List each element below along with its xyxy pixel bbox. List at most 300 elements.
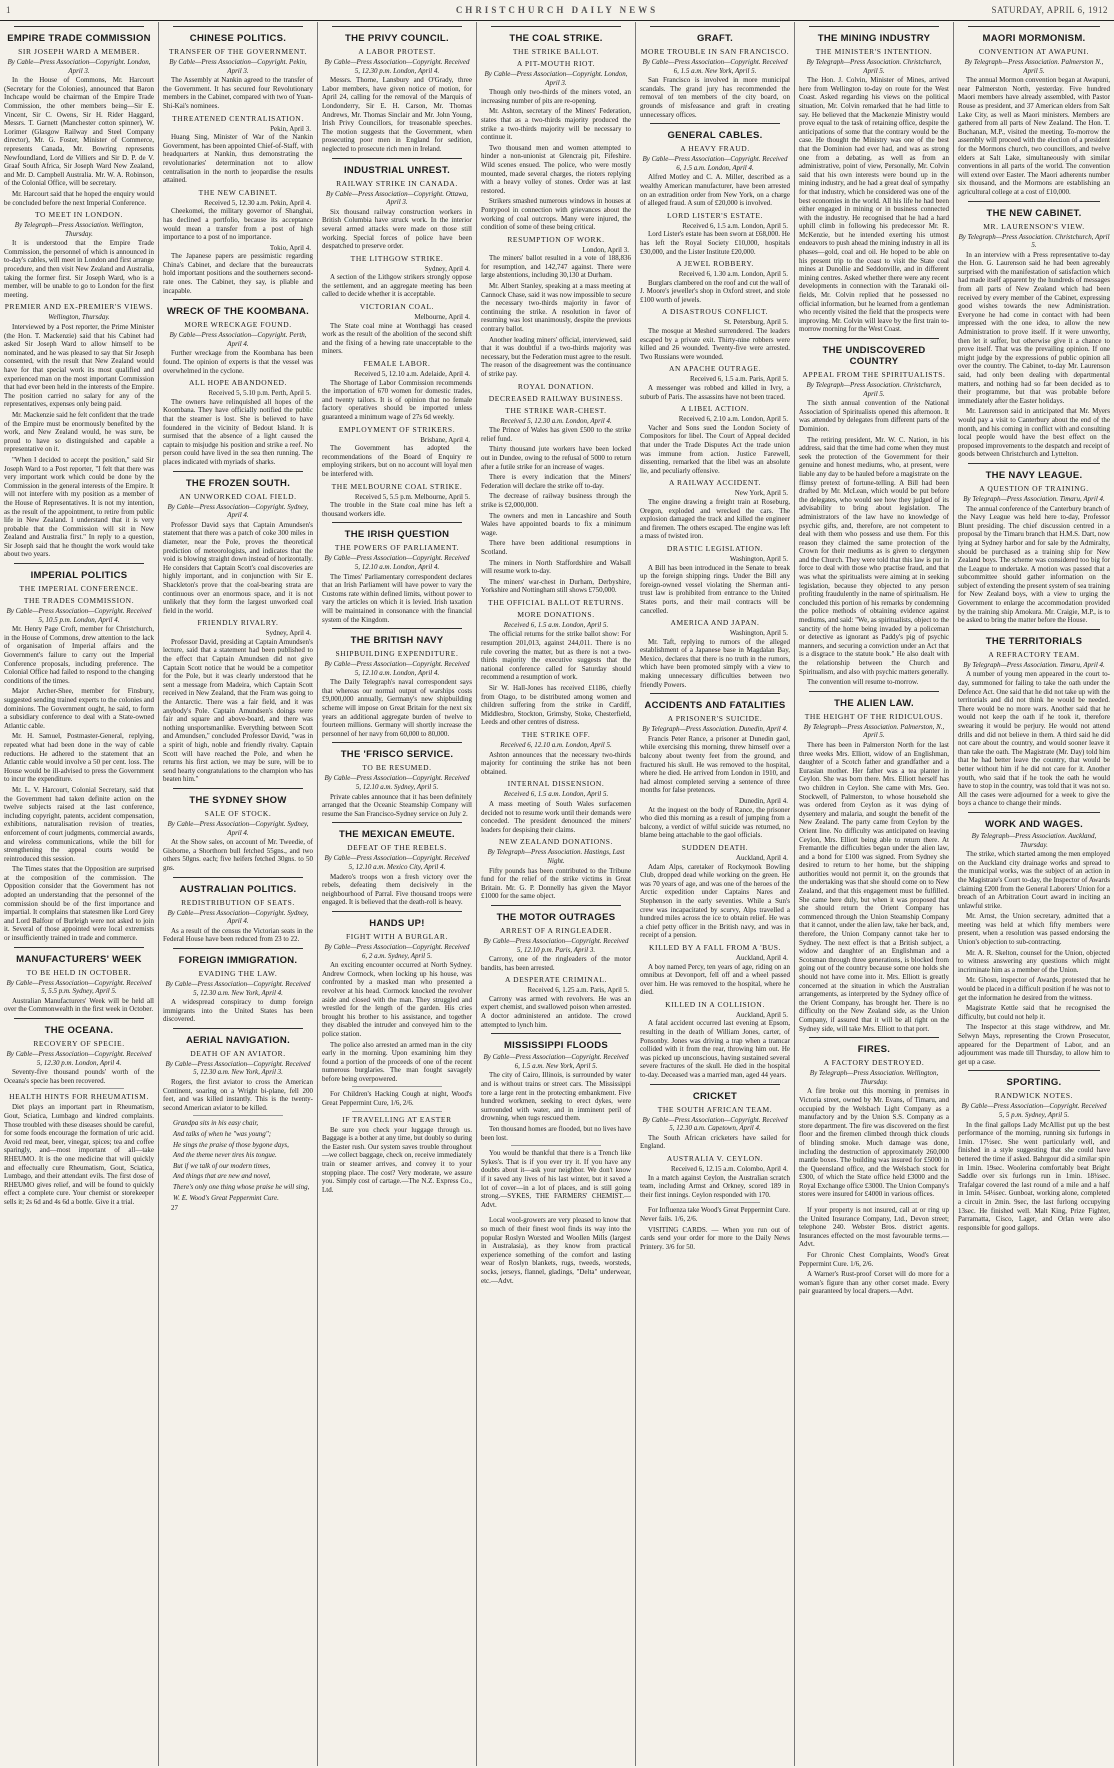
article-paragraph: Burglars clambered on the roof and cut the wall of J. Moore's jeweller's shop in Oxford street, and stole £100 worth of jewels.	[640, 278, 790, 304]
dateline: Pekin, April 3.	[270, 124, 311, 133]
divider	[809, 1037, 939, 1038]
article-paragraph: Francis Peter Rance, a prisoner at Dunedin gaol, while exercising this morning, threw himself over a balcony about twenty feet from the ground, and fractured his skull. He was removed to the hospital, where he died. He arrived from London in 1910, and had almost completed serving a sentence of three months for false pretences.	[640, 734, 790, 795]
article-headline: THE UNDISCOVERED COUNTRY	[822, 345, 926, 367]
article-paragraph: The mosque at Meshed surrendered. The leaders escaped by a private exit. Thirty-nine robbers were killed and 26 wounded. Twenty-five were arrested. Two Russians were wounded.	[640, 327, 790, 361]
article-subheading: THE TRADES COMMISSION.	[23, 596, 135, 606]
article-paragraph: Mr. Ashton, secretary of the Miners' Federation, states that as a two-thirds majority produced the strike a two-thirds majority will be necessary to continue it.	[481, 107, 631, 142]
article-subheading: AMERICA AND JAPAN.	[670, 618, 760, 628]
divider	[14, 1018, 144, 1019]
article-subheading: A FACTORY DESTROYED.	[823, 1058, 925, 1068]
dateline: By Cable—Press Association—Copyright. Received 5, 12.10 a.m. Sydney, April 5.	[324, 774, 470, 792]
dateline: By Telegraph—Press Association. Timaru, April 4.	[963, 494, 1105, 503]
article-paragraph: Another leading miners' official, interviewed, said that it was doubtful if a two-thirds majority was necessary, but the Federation must agree to the result. The reason of the disagreement was the continuance of strike pay.	[481, 335, 631, 378]
article-subheading: EVADING THE LAW.	[198, 968, 278, 978]
article-paragraph: The Times states that the Opposition are surprised at the composition of the commission. The Opposition consider that the Government has not adopted an understanding that the personnel of the commission should be of the first importance and impartial. It complains that statesmen like Lord Grey and Lord Balfour of Burleigh were not asked to join it. Several of those appointed were local extremists or insufficiently trained in trade and commerce.	[4, 865, 154, 943]
article-subheading: FRIENDLY RIVALRY.	[197, 618, 279, 628]
advertisement-text: VISITING CARDS. — When you run out of cards send your order for more to the Daily News Printery. 3/6 for 50.	[640, 1225, 790, 1251]
article-headline: THE PRIVY COUNCIL.	[345, 33, 449, 44]
article-headline: MANUFACTURERS' WEEK	[16, 953, 142, 965]
article-subheading: A JEWEL ROBBERY.	[676, 259, 754, 269]
article-paragraph: Carrony was armed with revolvers. He was an expert chemist, and swallowed poison when arrested. A doctor administered an antidote. The crowd attempted to lynch him.	[481, 994, 631, 1029]
dateline: By Cable—Press Association—Copyright. Received 5, 5.5 p.m. Sydney, April 5.	[6, 978, 152, 996]
dateline: Auckland, April 4.	[735, 853, 788, 862]
advertisement-verse: W. E. Wood's Great Peppermint Cure.	[173, 1193, 279, 1202]
dateline: By Cable—Press Association—Copyright. Sydney, April 4.	[167, 819, 309, 837]
article-headline: GENERAL CABLES.	[667, 130, 763, 142]
divider	[173, 1028, 303, 1029]
article-subheading: THE STRIKE BALLOT.	[512, 47, 600, 56]
article-paragraph: Alfred Motley and C. A. Miller, described as a wealthy American manufacturer, have been arrested on an extradition order from New York, on a charge of alleged fraud. A sum of £20,000 is involved.	[640, 173, 790, 208]
divider	[352, 1086, 442, 1087]
divider	[173, 26, 303, 27]
article-paragraph: Mr. Albert Stanley, speaking at a mass meeting at Cannock Chase, said it was now impossible to secure the necessary two-thirds majority in favor of continuing the strike. A resolution in favor of resuming was lost unanimously, despite the previous contrary ballot.	[481, 282, 631, 334]
column-7	[954, 22, 1114, 1766]
article-subheading: SIR JOSEPH WARD A MEMBER.	[18, 47, 140, 56]
divider	[332, 158, 462, 159]
article-paragraph: Adam Alps, caretaker of Rockymook Bowling Club, dropped dead while working on the green. He was 70 years of age, and was one of the heroes of the Arctic expedition under Captains Nares and Stephenson in the early seventies. While a Sun's crew was incapacitated by scurvy, Alps travelled a hundred miles across the ice to obtain relief. He was a chief petty officer in the British navy, and was in receipt of a pension.	[640, 862, 790, 940]
dateline: Sydney, April 4.	[424, 264, 470, 273]
article-subheading: THE SOUTH AFRICAN TEAM.	[657, 1104, 773, 1114]
article-headline: THE NEW CABINET.	[986, 207, 1082, 219]
article-paragraph: At the inquest on the body of Rance, the prisoner who died this morning as a result of jumping from a balcony, a verdict of wilful suicide was returned, no blame being attachable to the gaol officials.	[640, 805, 790, 840]
article-paragraph: Magistrate Kettle said that he recognised the difficulty, but could not help it.	[958, 1004, 1110, 1021]
article-paragraph: A section of the Lithgow strikers strongly oppose the settlement, and an aggregate meeting has been called to decide whether it is acceptable.	[322, 273, 472, 299]
article-paragraph: Mr. L. V. Harcourt, Colonial Secretary, said that the Government had taken definite action on the twelve subjects raised at the last conference, including copyright, patents, accident compensation, exhibitions, naturalisation revision of treaties, enforcement of court judgments, commercial awards, and wireless communications, while the bill for strengthening the appeal courts would be reintroduced this session.	[4, 785, 154, 863]
article-paragraph: Major Archer-Shee, member for Finsbury, suggested sending trained experts to the colonies and dominions. The Government ought, he said, to form a subsidiary conference to deal with a State-owned Atlantic cable.	[4, 687, 154, 730]
article-subheading: A HEAVY FRAUD.	[680, 144, 750, 154]
article-headline: INDUSTRIAL UNREST.	[343, 164, 451, 176]
dateline: By Cable—Press Association—Copyright. Received 5, 5 p.m. Sydney, April 5.	[961, 1102, 1107, 1119]
article-headline: THE MEXICAN EMEUTE.	[338, 829, 455, 841]
article-paragraph: There is every indication that the Miners' Federation will declare the strike off to-day.	[481, 473, 631, 490]
advertisement-text: Be sure you check your luggage through us. Baggage is a bother at any time, but doubly so during the Easter rush. Our system saves trouble throughout—we collect baggage, check on, receive immediately train or steamer arrives, and convey it to your stopping place. The cost? Very moderate, we assure you. Simply cost of cartage.—The N.Z. Express Co., Ltd.	[322, 1125, 472, 1194]
article-subheading: THE IMPERIAL CONFERENCE.	[19, 584, 139, 594]
advertisement-verse: He sings the praise of those bygone days,	[173, 1140, 289, 1149]
dateline: New York, April 5.	[734, 489, 788, 498]
divider	[968, 629, 1100, 630]
dateline: By Cable—Press Association—Copyright. Received 5, 12.10 a.m. Mexico City, April 4.	[324, 854, 470, 871]
column-3	[318, 22, 477, 1766]
article-paragraph: Thirty thousand jute workers have been locked out in Dundee, owing to the refusal of 5000 to return after a futile strike for an increase of wages.	[481, 445, 631, 471]
article-paragraph: A fatal accident occurred last evening at Epsom, resulting in the death of William Jones, carter, of Ponsonby. Jones was driving a trap when a tramcar collided with it from the rear, throwing him out. He was picked up unconscious, having sustained several severe fractures of the skull. He died in the hospital to-day. Deceased was a married man, aged 44 years.	[640, 1019, 790, 1080]
article-paragraph: Mr. Ghosn, inspector of Awards, protested that he would be placed in a difficult position if he was not to get the information he desired from the witness.	[958, 976, 1110, 1002]
article-paragraph: As a result of the census the Victorian seats in the Federal House have been reduced from 23 to 22.	[163, 926, 313, 944]
article-subheading: THE LITHGOW STRIKE.	[350, 253, 444, 263]
article-paragraph: The owners have relinquished all hopes of the Koombana. They have officially notified the public that the steamer is lost. She is believed to have foundered in the vicinity of Bedout Island. It is surmised that the absence of a light caused the captain to misjudge his position and strike a reef. No person could have lived in the sea then running. The places indicated with myriads of sharks.	[163, 397, 313, 466]
article-headline: THE MINING INDUSTRY	[817, 33, 931, 44]
dateline: By Cable—Press Association—Copyright. Received 5, 12.30 a.m. New York, April 4.	[165, 979, 311, 997]
dateline: By Telegraph—Press Association. Palmerston N., April 5.	[964, 58, 1104, 75]
columns	[0, 22, 1114, 1768]
dateline: Received 5, 12.30 a.m. Pekin, April 4.	[204, 198, 311, 207]
divider	[173, 948, 303, 949]
column-4	[477, 22, 636, 1766]
divider	[491, 1033, 621, 1034]
dateline: By Telegraph—Press Association. Christchurch, April 5.	[806, 381, 942, 398]
dateline: By Cable—Press Association—Copyright. Received 5, 12.10 a.m. London, April 4.	[324, 660, 470, 677]
article-headline: THE 'FRISCO SERVICE.	[340, 749, 454, 761]
article-subheading: NEW ZEALAND DONATIONS.	[498, 837, 614, 847]
article-subheading: A RAILWAY ACCIDENT.	[668, 478, 762, 488]
dateline: By Cable—Press Association—Copyright. Pekin, April 3.	[169, 58, 307, 75]
article-subheading: LORD LISTER'S ESTATE.	[666, 210, 764, 220]
article-headline: FIRES.	[857, 1044, 891, 1056]
divider	[332, 26, 462, 27]
advertisement-heading: HEALTH HINTS FOR RHEUMATISM.	[9, 1092, 149, 1102]
article-headline: THE ALIEN LAW.	[834, 697, 914, 709]
advertisement-verse: But if we talk of our modern times,	[173, 1161, 271, 1170]
divider	[173, 877, 303, 878]
divider	[332, 628, 462, 629]
article-paragraph: An exciting encounter occurred at North Sydney. Andrew Cormock, when locking up his house, was confronted by a masked man who presented a revolver at his head. Cormock knocked the revolver aside and closed with the man. They struggled and wrestled for the length of the garden. His cries brought his brother to his assistance, and together they disabled the intruder and conveyed him to the police station.	[322, 961, 472, 1038]
article-paragraph: The trouble in the State coal mine has left a thousand workers idle.	[322, 501, 472, 518]
article-subheading: TO BE RESUMED.	[362, 763, 432, 773]
article-paragraph: Lord Lister's estate has been sworn at £68,000. He has left the Royal Society £10,000, hospitals £30,000, and the Lister Institute £20,000.	[640, 230, 790, 256]
dateline: Washington, April 5.	[729, 554, 788, 563]
divider	[809, 691, 939, 692]
article-subheading: KILLED BY A FALL FROM A 'BUS.	[648, 942, 782, 952]
article-paragraph: The sixth annual convention of the National Association of Spiritualists opened this afternoon. It was attended by delegates from different parts of the Dominion.	[799, 399, 949, 433]
article-headline: AUSTRALIAN POLITICS.	[179, 883, 297, 895]
article-paragraph: "When I decided to accept the position," said Sir Joseph Ward to a Post reporter, "I felt that there was very important work which could be done by the Commission in the general interests of the Empire. It will not interfere with my position as a member of the House of Representatives. It is not my intention, as the result of the appointment, to retire from public life in New Zealand. I understand that it is very probable that the Commission will sit in New Zealand and Australia first." In reply to a question, Sir Joseph said that he thought the work would take about two years.	[4, 455, 154, 559]
article-headline: THE TERRITORIALS	[985, 635, 1083, 647]
issue-date: SATURDAY, APRIL 6, 1912	[991, 5, 1108, 15]
dateline: By Cable—Press Association—Copyright. Received 6, 1.5 a.m. New York, April 5.	[483, 1053, 629, 1070]
divider	[968, 1070, 1100, 1071]
dateline: Received 5, 12.10 a.m. Adelaide, April 4.	[354, 370, 470, 379]
dateline: Melbourne, April 4.	[414, 313, 470, 322]
article-paragraph: Interviewed by a Post reporter, the Prime Minister (the Hon. T. Mackenzie) said that his Cabinet had asked Sir Joseph Ward to allow himself to be nominated, and he was pleased to say that Sir Joseph consented, with the result that New Zealand would have for that special work its most qualified and experienced man on the most important Commission that had ever been held in the interests of the Empire. The position carried no salary for any of the representatives, expenses only being paid.	[4, 323, 154, 409]
advertisement-verse: There's only one thing whose praise he will sing,	[173, 1183, 310, 1191]
masthead	[0, 0, 1114, 21]
column-1	[0, 22, 159, 1766]
article-subheading: ROYAL DONATION.	[517, 381, 595, 391]
article-paragraph: The Assembly at Nankin agreed to the transfer of the Government. It has secured four Revolutionary members in the Cabinet, compared with two of Yuan-Shi-Kai's nominees.	[163, 76, 314, 110]
article-paragraph: Professor David, presiding at Captain Amundsen's lecture, said that a statement had been published to the effect that Captain Amundsen did not give Captain Scott notice that he would be a competitor for the Pole, but it was clearly understood that he sent a message from Madeira, which Captain Scott received in New Zealand, that the Fram was going to the Antarctic. There was a fair field, and it was anybody's Pole. Captain Amundsen's doings were fair and square and above-board, and there was nothing unsportsmanlike. Everything between Scott and Amundsen," concluded Professor David, "was in a spirit of high, noble and friendly rivalry. Captain Scott will have reached the Pole, and when he returns his first action, we may be sure, will be to send hearty congratulations to the champion who has beaten him."	[163, 637, 313, 784]
article-paragraph: At the Show sales, on account of Mr. Tweedie, of Gisborne, a Shorthorn bull fetched 55gns., and two others 50gns. each; five heifers fetched 30gns. to 50 gns.	[163, 838, 313, 872]
divider	[332, 742, 462, 743]
article-subheading: MORE TROUBLE IN SAN FRANCISCO.	[640, 47, 790, 56]
divider	[511, 1145, 601, 1146]
dateline: By Cable—Press Association—Copyright. Received 5, 12.30 a.m. New York, April 3.	[165, 1059, 311, 1077]
article-paragraph: The decrease of railway business through the strike is £2,000,000.	[481, 492, 631, 509]
article-subheading: MORE WRECKAGE FOUND.	[184, 320, 292, 330]
divider	[511, 1212, 601, 1213]
article-subheading: A PRISONER'S SUICIDE.	[667, 714, 763, 724]
advertisement-text: A Warner's Rust-proof Corset will do more for a woman's figure than any other corset made. Every pair guaranteed by local drapers.—Advt.	[799, 1270, 949, 1296]
article-paragraph: Mr. H. Samuel, Postmaster-General, replying, repeated what had been done in the way of cable reductions. He adhered to the statement that an Atlantic cable would involve a 50 per cent. loss. The House would be ill-advised to press the Government to incur the expenditure.	[4, 732, 154, 784]
article-paragraph: Mr. Arnst, the Union secretary, admitted that a meeting was held at which fifty members were present, when a resolution was passed endorsing the Union's objection to sub-contracting.	[958, 912, 1110, 947]
article-paragraph: The Daily Telegraph's naval correspondent says that whereas our normal output of warships costs £9,000,000 annually, Germany's new shipbuilding scheme will impose on Great Britain for the next six years an additional aggregate burden of twelve to fourteen millions. Germany will shortly increase the personnel of her navy from 60,000 to 80,000.	[322, 678, 472, 738]
advertisement-text: For Influenza take Wood's Great Peppermint Cure. Never fails. 1/6, 2/6.	[640, 1206, 790, 1223]
newspaper-title: CHRISTCHURCH DAILY NEWS	[455, 5, 659, 15]
article-subheading: INTERNAL DISSENSION.	[507, 779, 605, 789]
dateline: By Telegraph—Press Association. Dunedin, April 4.	[642, 725, 788, 734]
article-subheading: THE HEIGHT OF THE RIDICULOUS.	[804, 711, 944, 721]
article-paragraph: Strikers smashed numerous windows in houses at Pontypool in connection with grievances about the working of coal outcrops. Many were injured, the condition of some of these being critical.	[481, 197, 631, 232]
article-subheading: KILLED IN A COLLISION.	[665, 999, 765, 1009]
advertisement-verse: And things that are new and novel,	[173, 1172, 271, 1181]
advertisement-text: Diet plays an important part in Rheumatism, Gout, Sciatica, Lumbago and kindred complaints. Those troubled with these diseases should be careful, for some foods encourage the formation of uric acid. Avoid red meat, beer, vinegar, spices; tea and coffee sparingly, and—most important of all—take RHEUMO. It is the one medicine that will quickly and effectually cure Rheumatism, Gout, Sciatica, Lumbago, and their attendant evils. The first dose of RHEUMO gives relief, and will be found to quickly effect a complete cure. Your chemist or storekeeper sells it; 2s 6d and 4s 6d a bottle. Give it a trial.	[4, 1103, 154, 1206]
article-subheading: THE NEW CABINET.	[198, 187, 278, 197]
article-paragraph: Carrony, one of the ringleaders of the motor bandits, has been arrested.	[481, 955, 631, 972]
article-subheading: TO MEET IN LONDON.	[34, 210, 123, 220]
article-paragraph: Rogers, the first aviator to cross the American Continent, soaring on a Wright bi-plane, fell 200 feet, and was killed instantly. This is the twenty-second American aviator to be killed.	[163, 1078, 313, 1112]
page-number: 1	[6, 5, 11, 15]
article-paragraph: Though only two-thirds of the miners voted, an increasing number of pits are re-opening.	[481, 88, 631, 105]
article-subheading: SALE OF STOCK.	[204, 808, 272, 818]
dateline: By Telegraph—Press Association. Timaru, April 4.	[963, 660, 1105, 669]
article-headline: AERIAL NAVIGATION.	[185, 1034, 291, 1046]
dateline: Received 6, 1.30 a.m. London, April 5.	[678, 270, 788, 279]
article-subheading: A REFRACTORY TEAM.	[988, 649, 1080, 659]
article-subheading: MORE DONATIONS.	[517, 609, 595, 619]
article-paragraph: The Japanese papers are pessimistic regarding China's Cabinet, and declare that the bureaucrats hold important positions and the southerners second-rate ones. The Cabinet, they say, is pliable and incapable.	[163, 252, 313, 295]
dateline: By Cable—Press Association—Copyright. Received 5, 12.30 p.m. London, April 4.	[324, 58, 470, 75]
advertisement-text: Local wool-growers are very pleased to know that so much of their finest wool finds its way into the popular Roslyn Worsted and Woollen Mills (largest in Australasia), as they know from practical experience something of the comfort and lasting wear of Roslyn blankets, rugs, tweeds, worsteds, socks, jerseys, flannel, gladings, "Delta" underwear, etc.—Advt.	[481, 1216, 631, 1285]
article-subheading: THE OFFICIAL BALLOT RETURNS.	[488, 597, 624, 607]
article-subheading: THE MINISTER'S INTENTION.	[815, 47, 933, 56]
article-headline: FOREIGN IMMIGRATION.	[178, 954, 298, 966]
dateline: Received 6, 1.25 a.m. Paris, April 5.	[527, 986, 629, 995]
article-subheading: VICTORIAN COAL.	[359, 302, 435, 312]
advertisement-verse: Grandpa sits in his easy chair,	[173, 1119, 259, 1128]
dateline: Washington, April 5.	[729, 629, 788, 638]
article-paragraph: A widespread conspiracy to dump foreign immigrants into the United States has been discovered.	[163, 998, 313, 1024]
dateline: By Telegraph—Press Association. Palmerston, N., April 5.	[803, 722, 945, 740]
dateline: By Telegraph—Press Association. Hastings, Last Night.	[487, 848, 625, 865]
article-subheading: REDISTRIBUTION OF SEATS.	[181, 897, 295, 907]
divider	[34, 1088, 124, 1089]
column-6	[795, 22, 954, 1766]
article-headline: THE BRITISH NAVY	[350, 635, 444, 647]
article-headline: THE COAL STRIKE.	[509, 33, 603, 44]
dateline: Received 6, 1.5 a.m. Paris, April 5.	[690, 375, 788, 384]
divider	[650, 26, 780, 27]
article-paragraph: In the final gallops Lady McAllist put up the best performance of the morning, running six furlongs in 1min. 17½sec. She went particularly well, and finished in a style suggesting that she could have bettered the time if asked. Bahrgour did a similar spin in 1min. 19sec. Woolerina comfortably beat Bright Saddle over six furlongs run in 1min. 18¾sec. Trafalgar covered the last round of a mile and a half in 1min. 54¼sec. Gunboat, working alone, completed a circuit in 2min. 9sec, the last furlong occupying 13sec. He finished well. Malt King, Prize Fighter, Parramatta, Cisco, Lager, and Orlan were also responsible for good gallops.	[958, 1120, 1110, 1232]
article-paragraph: The official returns for the strike ballot show: For resumption 201,013, against 244,011. There is no rule covering the matter, but as there is not a two-thirds majority the executive suggests that the national conference called for Saturday should recommend a resumption of work.	[481, 630, 631, 682]
dateline: By Cable—Press Association—Copyright. London, April 3.	[484, 70, 628, 87]
article-subheading: FEMALE LABOR.	[363, 359, 431, 369]
article-paragraph: There has been in Palmerston North for the last three weeks Mrs. Elliott, widow of an Englishman, daughter of a Scotch father and grandfather and a Eurasian mother. Her father was a tea planter in Ceylon. She was born there. Mrs. Elliott herself has two children in Ceylon. She came with Mrs. Geo. Stockwell, of Palmerston, to whose household she was ordered from Ceylon as it was dying of dysentery and malaria, and sought the benefit of the New Zealand. The party came from Ceylon by the Orient line. No difficulty was anticipated on leaving Ceylon, Mrs. Elliott being able to return there. At Fremantle the difficulties began under the alien law, and a bond for £100 was signed. From Sydney she desired to return to her home, but the shipping authorities would not permit it, on the grounds that the undertaking was that she should come on to New Zealand, and that this engagement must be fulfilled. She came here duly, but when it was proposed that she should return the Orient Company has commenced through the Union Steamship Company that it cannot, under the alien law, take her back, and, therefore, the Union Company cannot take her to Sydney. The next effect is that a British subject, a widow and daughter of an Englishman and a Scotsman through three generations, is blocked from going out of the country because some one holds she should not have come into it. Mrs. Elliott is greatly concerned at the situation in which the Australian arrangements, as interpreted by the Sydney office of the Orient Company, has brought her. There is no difficulty on the New Zealand side, as the Union Company, if assured that it will be all right on the Sydney side, will take Mrs. Elliott to that port.	[799, 740, 949, 1033]
article-subheading: DECREASED RAILWAY BUSINESS.	[488, 393, 624, 403]
dateline: By Cable—Press Association—Copyright. Sydney, April 4.	[167, 908, 309, 926]
dateline: By Cable—Press Association—Copyright. London, April 3.	[7, 58, 151, 75]
article-subheading: EMPLOYMENT OF STRIKERS.	[338, 424, 456, 434]
divider	[14, 947, 144, 948]
article-paragraph: The Shortage of Labor Commission recommends the importation of 670 women for domestic trades, and twenty tailors. It is of opinion that no female factory operatives should be imported unless guaranteed a minimum wage of 27s 6d weekly.	[322, 378, 472, 421]
article-paragraph: In a match against Ceylon, the Australian scratch team, including Armst and Orkney, scored 189 in their first innings. Ceylon responded with 170.	[640, 1173, 790, 1199]
advertisement-text: For Children's Hacking Cough at night, Wood's Great Peppermint Cure, 1/6, 2/6.	[322, 1090, 472, 1108]
dateline: By Telegraph—Press Association. Wellington, Thursday.	[14, 221, 144, 238]
divider	[650, 693, 780, 694]
article-subheading: MR. LAURENSON'S VIEW.	[983, 221, 1085, 231]
article-paragraph: Six thousand railway construction workers in British Columbia have struck work. In the interior several armed attacks were made on those still working. Special forces of police have been despatched to preserve order.	[322, 207, 472, 251]
article-subheading: A DISASTROUS CONFLICT.	[661, 307, 769, 317]
article-paragraph: In an interview with a Press representative to-day the Hon. G. Laurenson said he had been agreeably surprised with the manifestation of satisfaction which had made itself apparent by the hundreds of messages from all parts of New Zealand which had been received by every member of the Cabinet, expressing good wishes towards the new Administration. Everyone he had come in contact with had been impressed with the one idea, to allow the new Administration to prove itself. If it were unworthy, then let it suffer, but otherwise give it a chance to prove itself. That was the prevailing opinion. If one might judge by the expressions of public opinion all over the country. The Cabinet, to-day Mr. Laurenson said, had only been dealing with departmental matters, and nothing had so far been decided as to their programme, but that was probable before immediately after the Easter holidays.	[958, 250, 1110, 405]
article-paragraph: Seventy-five thousand pounds' worth of the Oceana's specie has been recovered.	[4, 1068, 154, 1085]
divider	[650, 1084, 780, 1085]
article-subheading: ALL HOPE ABANDONED.	[189, 378, 287, 388]
dateline: By Cable—Press Association—Copyright. Received 5, 12.30 p.m. London, April 4.	[6, 1050, 152, 1067]
article-paragraph: Madero's troops won a fresh victory over the rebels, defeating them decisively in the neighbourhood of Parral. Five thousand troops were engaged. It is believed that the death-roll is heavy.	[322, 872, 472, 907]
article-headline: THE MOTOR OUTRAGES	[496, 911, 616, 923]
article-paragraph: In the House of Commons, Mr. Harcourt (Secretary for the Colonies), announced that Baron Inchcape would be chairman of the Empire Trade Commission, the other members being—Sir E. Vincent, Sir C. Owens, Sir H. Rider Haggard, Messrs. T. Garnett (Manchester cotton spinner), W. Lorimer (Glasgow Railway and Steel Company director), Mr. G. Foster, Minister of Commerce, represents Canada, Mr. Bowring represents Newfoundland, Lord de Villiers and Sir D. P. de V. Graaf South Africa, Sir Joseph Ward New Zealand, and Mr. D. Campbell Australia. Mr. W. A. Robinson, of the Colonial Office, will be secretary.	[4, 76, 154, 188]
dateline: By Cable—Press Association—Copyright. Sydney, April 4.	[167, 502, 309, 520]
article-subheading: THE POWERS OF PARLIAMENT.	[334, 543, 460, 553]
article-paragraph: The miners in North Staffordshire and Walsall will resume work to-day.	[481, 558, 631, 576]
article-paragraph: The miners' war-chest in Durham, Derbyshire, Yorkshire and Nottingham still shows £750,000.	[481, 577, 631, 595]
divider	[14, 563, 144, 564]
dateline: Auckland, April 5.	[735, 1010, 788, 1019]
article-headline: CRICKET	[692, 1090, 738, 1102]
article-subheading: A PIT-MOUTH RIOT.	[516, 59, 596, 68]
article-paragraph: San Francisco is involved in more municipal scandals. The grand jury has recommended the removal of ten members of the city board, on grounds of misfeasance and graft in creating unnecessary offices.	[640, 76, 790, 119]
article-subheading: DEATH OF AN AVIATOR.	[190, 1048, 286, 1058]
divider	[968, 201, 1100, 202]
article-subheading: CONVENTION AT AWAPUNI.	[978, 47, 1090, 56]
dateline: Auckland, April 4.	[735, 953, 788, 962]
article-paragraph: Ten thousand homes are flooded, but no lives have been lost.	[481, 1125, 632, 1142]
article-headline: THE FROZEN SOUTH.	[185, 477, 291, 489]
article-paragraph: Mr. Mackenzie said he felt confident that the trade of the Empire must be enormously benefited by the work, and New Zealand would, he was sure, be proud to have so distinguished and capable a representative on it.	[4, 410, 154, 454]
dateline: Tokio, April 4.	[269, 243, 311, 252]
article-subheading: A LIBEL ACTION.	[680, 404, 750, 414]
dateline: Received 6, 12.10 a.m. London, April 5.	[500, 741, 612, 749]
divider	[332, 522, 462, 523]
article-paragraph: The State coal mine at Wonthaggi has ceased work as the result of the abolition of the second shift and the fixing of a hewing rate unacceptable to the miners.	[322, 321, 472, 356]
dateline: Received 6, 1.5 a.m. London, April 5.	[682, 221, 788, 230]
article-paragraph: Fifty pounds has been contributed to the Tribune fund for the relief of the strike victims in Great Britain. Mr. G. P. Donnelly has given the Mayor £1000 for the same object.	[481, 866, 631, 901]
divider	[14, 26, 144, 27]
dateline: Received 6, 1.5 a.m. London, April 5.	[503, 620, 609, 629]
article-headline: THE SYDNEY SHOW	[189, 794, 287, 806]
article-paragraph: The annual conference of the Canterbury branch of the Navy League was held here to-day, Professor Blunt presiding. The chief discussion centred in a proposal by the Timaru branch that H.M.S. Dart, now lying at Sydney harbor and for sale by the Admiralty, should be purchased as a training ship for New Zealand boys. The scheme was considered too big for the League to undertake. A motion was passed that a subcommittee should gather information on the subject of extending the present system of sea training for New Zealand boys, with a view to urging the Government to enlarge the accommodation provided by the training ship Amokura. Mr. Craigie, M.P., is to be asked to bring the matter before the House.	[958, 504, 1111, 625]
article-paragraph: A boy named Percy, ten years of age, riding on an omnibus at Devonport, fell off and a wheel passed over him. He was removed to the hospital, where he died.	[640, 962, 790, 997]
divider	[173, 788, 303, 789]
divider	[332, 911, 462, 912]
advertisement-text: If your property is not insured, call at or ring up the United Insurance Company, Ltd., Devon street; telephone 240. Webster Bros. district agents. Insurances effected on the most favourable terms.—Advt.	[799, 1206, 949, 1249]
article-paragraph: Two thousand men and women attempted to hinder a non-unionist at Glencraig pit, Fifeshire. Wild scenes ensued. The police, who were mostly mounted, made several charges, the rioters replying with a heavy volley of stones. Order was at last restored.	[481, 143, 631, 195]
article-paragraph: Mr. Taft, replying to rumors of the alleged establishment of a Japanese base in Magdalan Bay, Mexico, declares that there is no truth in the rumors, which have been promoted simply with a view to making unnecessary difficulties between two friendly Powers.	[640, 637, 790, 689]
article-headline: CHINESE POLITICS.	[189, 33, 287, 44]
divider	[670, 1202, 760, 1203]
article-headline: EMPIRE TRADE COMMISSION	[7, 33, 151, 44]
dateline: Wellington, Thursday.	[48, 313, 110, 322]
dateline: London, April 3.	[582, 245, 629, 254]
article-paragraph: The retiring president, Mr. W. C. Nation, in his address, said that the time had come when they must seek the protection of the Government for their genuine and honest mediums, who, at present, were liable any day to be hauled before a magistrate on the flimsy pretext of fortune-telling. A Bill had been drafted by Mr. McLean, which would be put before the delegates, who would see how they judged of its advisability to bring about legislation. The administrators of the law have no knowledge of psychic gifts, and, therefore, are not competent to deal with them who possess and use them. For this reason they claimed the same protection of the Crown for their mediums as is given to clergymen and the Church. They were told that this law is put in force to deal with those who practise fraud, and that was what the spiritualists were aiming at in seeking legislation, because they objected to any person profiting fraudulently in the name of spiritualism. He concluded this portion of his remarks by condemning the police methods of obtaining evidence against mediums, and said: "We, as spiritualists, object to the sanctity of the home being invaded by a policeman or detective as ignorant as Paddy's pig of psychic manners, and securing a conviction under an Act that is a disgrace to the statute book." He also dealt with the relationship between the Church and Spiritualism, and also with psychic matters generally.	[799, 435, 949, 676]
article-subheading: APPEAL FROM THE SPIRITUALISTS.	[802, 370, 946, 379]
article-paragraph: The South African cricketers have sailed for England.	[640, 1133, 790, 1151]
article-paragraph: Professor David says that Captain Amundsen's statement that there was a patch of coke 300 miles in diameter, near the Pole, proves the theoretical prediction of meteorologists, and indicates that the void is blowing straight down instead of horizontally. He considers that Captain Scott's coal discoveries are highly important, and in conjunction with Sir E. Shackleton's prove that the coal-bearing strata are continuous over an enormous space, and it is not unlikely that they form the largest unworked coal field in the world.	[163, 520, 313, 615]
divider	[650, 123, 780, 124]
dateline: By Cable—Press Association—Copyright. Received 6, 2 a.m. Sydney, April 5.	[324, 942, 470, 960]
divider	[491, 26, 621, 27]
article-paragraph: There have been additional resumptions in Scotland.	[481, 539, 631, 556]
article-paragraph: Mr. A. R. Skelton, counsel for the Union, objected to witness answering any questions which might incriminate him as a member of the Union.	[958, 948, 1110, 974]
article-paragraph: Australian Manufacturers' Week will be held all over the Commonwealth in the first week in October.	[4, 996, 154, 1014]
divider	[968, 26, 1100, 27]
article-subheading: A QUESTION OF TRAINING.	[979, 483, 1089, 493]
dateline: St. Petersburg, April 5.	[723, 318, 788, 327]
dateline: Dunedin, April 4.	[739, 797, 788, 805]
article-subheading: THE STRIKE WAR-CHEST.	[505, 405, 607, 415]
article-subheading: DEFEAT OF THE REBELS.	[347, 843, 447, 853]
article-subheading: DRASTIC LEGISLATION.	[666, 543, 764, 553]
article-headline: GRAFT.	[696, 33, 734, 44]
article-paragraph: The city of Cairo, Illinois, is surrounded by water and is without trains or street cars. The Mississippi tore a large rent in the protecting embankment. Five hundred workmen, seeking to erect dykes, were surrounded with water, and in imminent peril of drowning, when tugs rescued them.	[481, 1071, 631, 1123]
dateline: By Cable—Press Association—Copyright. Received 6, 1.5 a.m. New York, April 5.	[642, 58, 788, 75]
dateline: By Cable—Press Association—Copyright. Perth, April 4.	[169, 331, 307, 348]
divider	[352, 1111, 442, 1112]
dateline: Sydney, April 4.	[265, 629, 311, 638]
column-2	[159, 22, 318, 1766]
divider	[491, 905, 621, 906]
column-5	[636, 22, 795, 1766]
dateline: By Telegraph—Press Association. Auckland, Thursday.	[971, 831, 1097, 849]
article-paragraph: A number of young men appeared in the court to-day, summoned for failing to take the oath under the Defence Act. One said that he did not take up with the territorials and did not think he would be needed. There would be no more wars. Another said that he would not keep the oath if he took it, therefore swearing it would be perjury. He would not attend drills and did not believe in them. A third said he did not care about the country, and would sooner leave it than take the oath. The Magistrate (Mr. Day) told him that he had better leave the country, that would be better without him if he did not care for it. Another youth, who said that if he took the oath he would have to stop in the country, was told that it was not so. All the cases were adjourned for a week to give the boys a chance to change their minds.	[958, 670, 1110, 808]
article-subheading: AN APACHE OUTRAGE.	[669, 364, 761, 374]
article-headline: MISSISSIPPI FLOODS	[503, 1040, 609, 1052]
article-subheading: TO BE HELD IN OCTOBER.	[26, 967, 132, 977]
article-headline: THE OCEANA.	[44, 1025, 114, 1036]
article-subheading: AUSTRALIA V. CEYLON.	[666, 1154, 764, 1163]
divider	[173, 471, 303, 472]
article-paragraph: The Inspector at this stage withdrew, and Mr. Selwyn Mays, representing the Crown Prosecutor, appeared for the Department of Labor, and an adjournment was made till Thursday, to allow him to get up a case.	[958, 1023, 1110, 1066]
advertisement-text: You would be thankful that there is a Trench like Sykes's. That is if you ever try it. If you have any doubts about it—ask your neighbor. We don't know if it saved any lives of his last winter, but it saved a lot of cover—in a lot of places, and is still going strong.—SYKES, THE FARMERS' CHEMIST.—Advt.	[481, 1149, 631, 1209]
divider	[968, 812, 1100, 813]
article-headline: IMPERIAL POLITICS	[30, 570, 128, 582]
article-subheading: THE STRIKE OFF.	[521, 730, 591, 739]
article-paragraph: Huang Sing, Minister of War of the Nankin Government, has been appointed Chief-of-Staff, with headquarters at Nankin, thus demonstrating the revolutionaries' determination not to allow centralisation in the north to jeopardise the results attained.	[163, 133, 313, 185]
divider	[829, 1202, 919, 1203]
article-paragraph: Cheekomei, the military governor of Shanghai, has declined a portfolio, because its acceptance would mean a transfer from a post of high importance to a post of no importance.	[163, 207, 313, 242]
dateline: By Telegraph—Press Association. Christchurch, April 5.	[958, 232, 1110, 250]
dateline: Received 6, 12.15 a.m. Colombo, April 4.	[670, 1165, 788, 1173]
article-paragraph: Sir W. Hall-Jones has received £1186, chiefly from Otago, to be distributed among women and children suffering from the strike in Cardiff, Middlesbro, Stockton, Grimsby, Stoke, Chesterfield, Leeds and other centres of distress.	[481, 684, 631, 727]
dateline: By Cable—Press Association—Copyright. Received 5, 12.30 a.m. Capetown, April 4.	[642, 1115, 788, 1133]
dateline: Received 5, 5.5 p.m. Melbourne, April 5.	[354, 492, 470, 501]
article-subheading: ARREST OF A RINGLEADER.	[499, 925, 612, 935]
article-paragraph: The police also arrested an armed man in the city early in the morning. Upon examining him they found a portion of the proceeds of one of the recent numerous burglaries. The man fought savagely before being overpowered.	[322, 1040, 472, 1083]
dateline: By Telegraph—Press Association. Wellington, Thursday.	[809, 1069, 939, 1086]
article-paragraph: A fire broke out this morning in premises in Victoria street, owned by Mr. Evans, of Timaru, and occupied by the Welsbach Light Company as a manufactory and by the Union S.S. Company as a store department. The fire was discovered on the first floor and the firemen climbed through thick clouds of blinding smoke. Much damage was done, including the destruction of approximately 260,000 mantle boxes. The building was insured for £5000 in the Queensland office, and the Welsbach stock for £300, of which the State office held £3000 and the Royal Exchange office £3000. The Union Company's stores were insured for £4000 in various offices.	[799, 1087, 949, 1199]
article-paragraph: A messenger was robbed and killed in Ivry, a suburb of Paris. The assassins have not been traced.	[640, 384, 790, 401]
article-subheading: TRANSFER OF THE GOVERNMENT.	[168, 47, 307, 56]
article-paragraph: Ashton announces that the necessary two-thirds majority for continuing the strike has not been obtained.	[481, 750, 631, 776]
dateline: By Cable—Press Association—Copyright. Received 6, 1.5 a.m. London, April 4.	[642, 155, 788, 172]
article-paragraph: The strike, which started among the men employed on the Auckland city drainage works and spread to the municipal works, was the subject of an action in the Magistrate's Court to-day, the Inspector of Awards claiming £200 from the General Laborers' Union for a breach of an Arbitration Court award in inciting an unlawful strike.	[958, 850, 1110, 910]
dateline: By Cable—Press Association—Copyright. Received 5, 12.10 a.m. London, April 4.	[324, 554, 470, 571]
article-subheading: RAILWAY STRIKE IN CANADA.	[336, 178, 458, 188]
article-subheading: SUDDEN DEATH.	[681, 842, 749, 852]
article-subheading: THREATENED CENTRALISATION.	[172, 113, 304, 123]
dateline: Received 5, 12.30 a.m. London, April 4.	[500, 416, 612, 425]
article-subheading: RESUMPTION OF WORK.	[507, 234, 605, 244]
article-paragraph: The Times' Parliamentary correspondent declares that an Irish Parliament will have power to vary the Customs rate within defined limits, without power to vary the articles on which it is levied. Irish taxation will be maintained in consonance with the financial system of the Kingdom.	[322, 572, 472, 624]
dateline: Brisbane, April 4.	[420, 435, 470, 444]
article-paragraph: The Prince of Wales has given £500 to the strike relief fund.	[481, 426, 631, 443]
divider	[193, 1115, 283, 1116]
divider	[968, 463, 1100, 464]
article-subheading: AN UNWORKED COAL FIELD.	[179, 491, 297, 501]
article-headline: MAORI MORMONISM.	[982, 33, 1086, 44]
advertisement-verse: And the theme never tires his tongue.	[173, 1151, 277, 1160]
article-paragraph: Messrs. Thorne, Lansbury and O'Grady, three Labor members, have given notice of motion, for April 24, calling for the removal of the Marquis of Londonderry, Sir E. H. Carson, Mr. Thomas Andrews, Mr. Thomas Sinclair and Mr. John Young, Irish Privy Councillors, for treasonable speeches. The motion suggests that the Government, when prosecuting poor men in England for sedition, neglected to prosecute rich men in Ireland.	[322, 76, 472, 153]
article-subheading: FIGHT WITH A BURGLAR.	[346, 931, 448, 941]
article-paragraph: Mr. Henry Page Croft, member for Christchurch, in the House of Commons, drew attention to the lack of organisation of Imperial affairs and the Government's failure to carry out the Imperial Conference proposals, including preference. The Colonial Office had failed to respond to the changing conditions of the times.	[4, 625, 154, 685]
dateline: By Telegraph—Press Association. Christchurch, April 5.	[806, 58, 942, 75]
